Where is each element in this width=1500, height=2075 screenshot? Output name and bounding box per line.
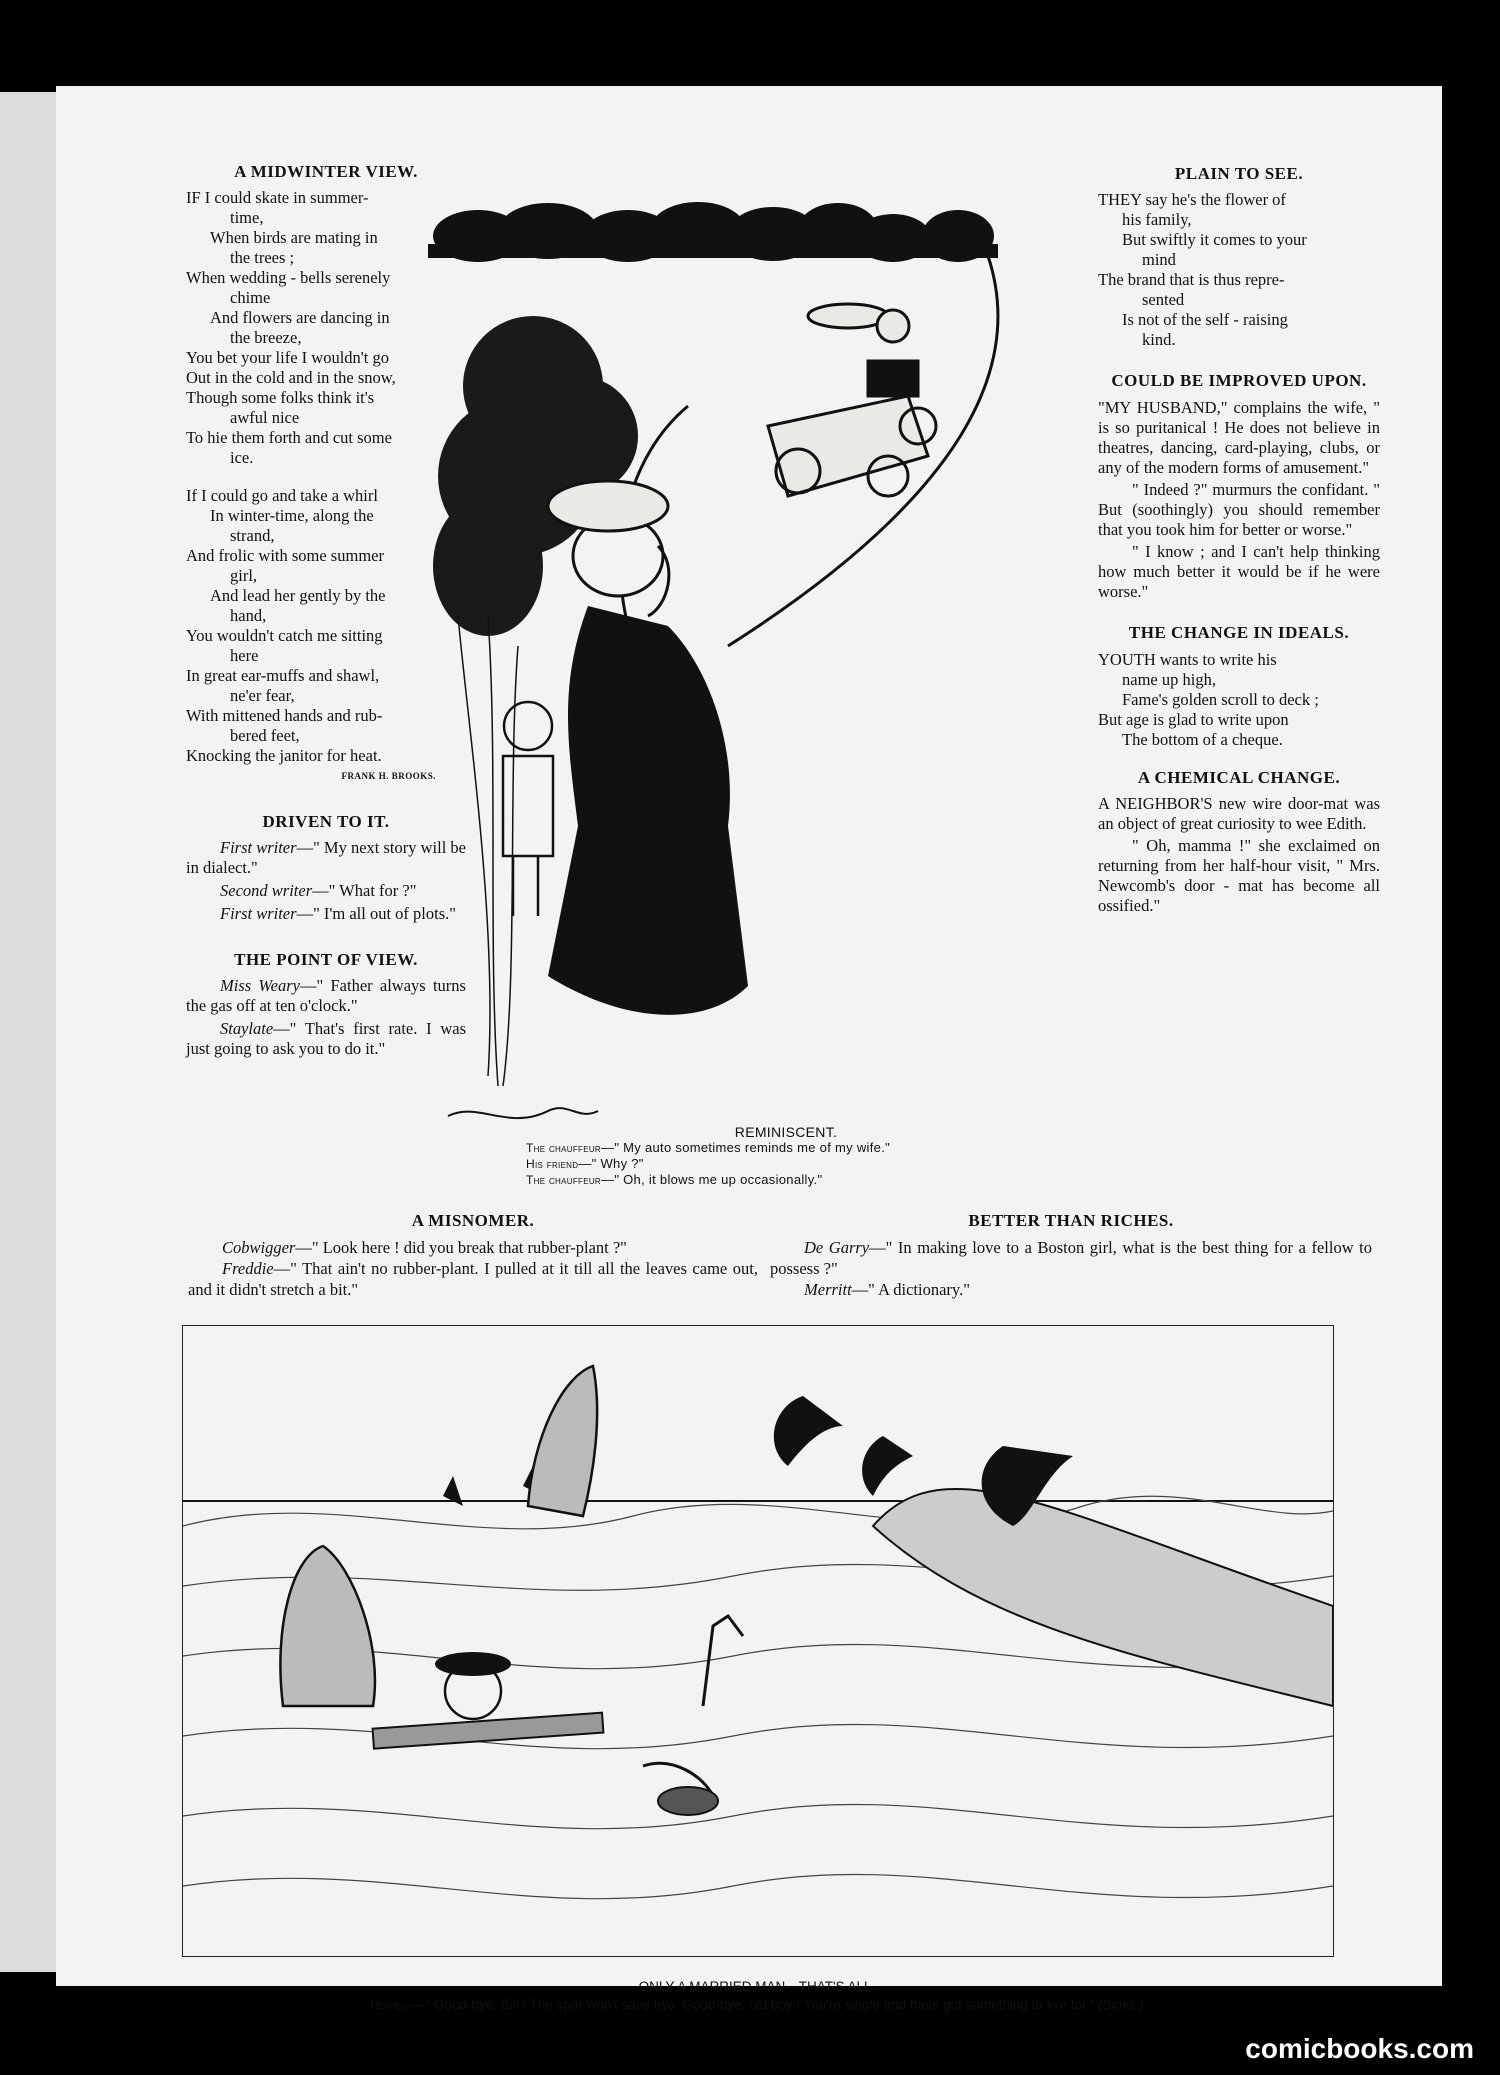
midwinter-stanza-2 <box>186 486 466 766</box>
bottom-caption-title: ONLY A MARRIED MAN—THAT'S ALL. <box>638 1979 876 1994</box>
poem-line: With mittened hands and rub- <box>186 706 383 725</box>
poem-line: sented <box>1142 290 1185 309</box>
poem-line: But age is glad to write upon <box>1098 710 1289 729</box>
poem-line: girl, <box>230 566 258 585</box>
poem-line: Out in the cold and in the snow, <box>186 368 396 387</box>
bottom-stage-direction: (Sinks.) <box>1097 1997 1144 2012</box>
poem-line: Fame's golden scroll to deck ; <box>1122 690 1319 709</box>
spoken-text: —" My auto sometimes reminds me of my wife." <box>601 1140 891 1155</box>
speaker-name: Freddie <box>222 1259 274 1278</box>
poem-line: IF I could skate in summer- <box>186 188 369 207</box>
sailor-cap <box>435 1652 511 1676</box>
spoken-text: —" That's first rate. I was just going to ask you to do it." <box>186 1019 466 1058</box>
misnomer-section <box>188 1210 758 1300</box>
poem-line: When birds are mating in <box>210 228 378 247</box>
paragraph: " Oh, mamma !" she exclaimed on returning from her half-hour visit, " Mrs. Newcomb's door - mat has become all ossified." <box>1098 836 1380 915</box>
poem-line: If I could go and take a whirl <box>186 486 378 505</box>
raised-hand <box>703 1616 743 1706</box>
speaker-name: Merritt <box>804 1280 852 1299</box>
speaker-name: His friend <box>526 1157 579 1171</box>
speaker-name: The chauffeur <box>526 1173 602 1187</box>
spoken-text: —" Oh, it blows me up occasionally." <box>601 1172 823 1187</box>
bottom-line: —" Good-bye, Bill ! The spar won't save two. Good-bye, old boy ! You're single and have got something to live for." <box>411 1997 1098 2012</box>
midwinter-stanza-1 <box>186 188 466 468</box>
poem-line: chime <box>230 288 271 307</box>
poem-line: name up high, <box>1122 670 1216 689</box>
chemical-section <box>1098 768 1380 916</box>
dialogue-line <box>186 838 466 878</box>
shark-left <box>280 1546 375 1706</box>
spoken-text: —" My next story will be in dialect." <box>186 838 466 877</box>
tree-banner <box>428 202 998 262</box>
midwinter-byline: FRANK H. BROOKS. <box>341 771 436 781</box>
poem-line: the trees ; <box>230 248 295 267</box>
right-column <box>1098 164 1380 942</box>
wave-crest <box>873 1489 1333 1706</box>
poem-line: You wouldn't catch me sitting <box>186 626 383 645</box>
poem-line: THEY say he's the flower of <box>1098 190 1286 209</box>
paragraph: " I know ; and I can't help thinking how much better it would be if he were worse." <box>1098 542 1380 601</box>
poem-line: But swiftly it comes to your <box>1122 230 1307 249</box>
riches-section <box>770 1210 1372 1300</box>
paragraph: A NEIGHBOR'S new wire door-mat was an object of great curiosity to wee Edith. <box>1098 794 1380 833</box>
spoken-text: —" In making love to a Boston girl, what is the best thing for a fellow to possess ?" <box>770 1238 1372 1278</box>
scan-page-edge <box>0 92 56 1972</box>
poem-line: And frolic with some summer <box>186 546 384 565</box>
poem-line: the breeze, <box>230 328 302 347</box>
midwinter-title: A MIDWINTER VIEW. <box>234 162 418 181</box>
riches-title: BETTER THAN RICHES. <box>968 1211 1174 1230</box>
driven-section <box>186 812 466 924</box>
speaker-name: De Garry <box>804 1238 870 1257</box>
poem-line: YOUTH wants to write his <box>1098 650 1277 669</box>
floating-spar <box>373 1713 604 1749</box>
dialogue-line <box>186 976 466 1016</box>
plain-section <box>1098 164 1380 350</box>
improved-section <box>1098 370 1380 602</box>
child-figure <box>503 702 553 916</box>
speaker-name: Second writer <box>220 881 313 900</box>
reminiscent-title: REMINISCENT. <box>734 1124 838 1140</box>
dialogue-line <box>526 1140 1046 1156</box>
dialogue-line <box>526 1172 1046 1188</box>
plain-title: PLAIN TO SEE. <box>1174 164 1304 183</box>
reminiscent-caption <box>526 1124 1046 1188</box>
poem-line: ne'er fear, <box>230 686 295 705</box>
spoken-text: —" I'm all out of plots." <box>296 904 456 923</box>
poem-line: The bottom of a cheque. <box>1122 730 1283 749</box>
poem-line: Knocking the janitor for heat. <box>186 746 382 765</box>
poem-line: And flowers are dancing in <box>210 308 390 327</box>
ideals-title: THE CHANGE IN IDEALS. <box>1128 623 1350 642</box>
poem-line: Is not of the self - raising <box>1122 310 1288 329</box>
speaker-name: First writer <box>220 838 297 857</box>
poem-line: bered feet, <box>230 726 300 745</box>
dialogue-line <box>186 1019 466 1059</box>
poem-line: kind. <box>1142 330 1176 349</box>
driven-title: DRIVEN TO IT. <box>262 812 390 831</box>
poem-line: awful nice <box>230 408 300 427</box>
dialogue-line <box>186 904 466 924</box>
left-column <box>186 162 466 1085</box>
poem-line: mind <box>1142 250 1176 269</box>
dialogue-line <box>188 1258 758 1300</box>
spoken-text: —" Look here ! did you break that rubber-plant ?" <box>295 1238 627 1257</box>
speaker-name: Miss Weary <box>220 976 300 995</box>
speaker-name: Staylate <box>220 1019 274 1038</box>
poem-line: his family, <box>1122 210 1192 229</box>
misnomer-title: A MISNOMER. <box>411 1211 535 1230</box>
pointofview-section <box>186 950 466 1059</box>
bottom-speaker: Henpeck <box>370 1998 412 2012</box>
spoken-text: —" That ain't no rubber-plant. I pulled at it till all the leaves came out, and it didn't stretch a bit." <box>188 1259 758 1299</box>
poem-line: strand, <box>230 526 275 545</box>
dialogue-line <box>188 1237 758 1258</box>
poem-line: Though some folks think it's <box>186 388 375 407</box>
poem-line: To hie them forth and cut some <box>186 428 392 447</box>
poem-line: time, <box>230 208 264 227</box>
pointofview-title: THE POINT OF VIEW. <box>234 950 418 969</box>
speaker-name: Cobwigger <box>222 1238 296 1257</box>
sinking-man-head <box>658 1787 718 1815</box>
paragraph: "MY HUSBAND," complains the wife, " is so puritanical ! He does not believe in theatres, dancing, card-playing, clubs, or any of the modern forms of amusement." <box>1098 398 1380 477</box>
spoken-text: —" A dictionary." <box>851 1280 970 1299</box>
spoken-text: —" Father always turns the gas off at ten o'clock." <box>186 976 466 1015</box>
shark-cartoon <box>183 1326 1333 1956</box>
shark-center <box>528 1366 597 1516</box>
poem-line: here <box>230 646 259 665</box>
poem-line: ice. <box>230 448 254 467</box>
poem-line: When wedding - bells serenely <box>186 268 391 287</box>
spoken-text: —" Why ?" <box>578 1156 644 1171</box>
spoken-text: —" What for ?" <box>312 881 417 900</box>
watermark: comicbooks.com <box>1245 2033 1474 2064</box>
poem-line: And lead her gently by the <box>210 586 386 605</box>
midwinter-section <box>186 162 466 786</box>
poem-line: You bet your life I wouldn't go <box>186 348 389 367</box>
poem-line: In great ear-muffs and shawl, <box>186 666 380 685</box>
chauffeur-illustration <box>428 126 1128 1156</box>
dialogue-line <box>770 1237 1372 1279</box>
improved-title: COULD BE IMPROVED UPON. <box>1111 371 1367 390</box>
chemical-title: A CHEMICAL CHANGE. <box>1137 768 1341 787</box>
poem-line: The brand that is thus repre- <box>1098 270 1285 289</box>
speaker-name: The chauffeur <box>526 1141 602 1155</box>
bottom-caption-dialogue <box>182 1996 1332 2014</box>
dialogue-line <box>770 1279 1372 1300</box>
poem-line: hand, <box>230 606 267 625</box>
paragraph: " Indeed ?" murmurs the confidant. " But (soothingly) you should remember that you took him for better or worse." <box>1098 480 1380 539</box>
ideals-section <box>1098 622 1380 750</box>
dialogue-line <box>186 881 466 901</box>
motorcar <box>621 256 998 646</box>
dialogue-line <box>526 1156 1046 1172</box>
shark-cartoon-panel <box>182 1325 1334 1957</box>
artist-signature <box>448 1108 598 1118</box>
poem-line: In winter-time, along the <box>210 506 374 525</box>
woman-figure <box>548 481 748 1015</box>
speaker-name: First writer <box>220 904 297 923</box>
bottom-caption <box>182 1978 1332 2014</box>
